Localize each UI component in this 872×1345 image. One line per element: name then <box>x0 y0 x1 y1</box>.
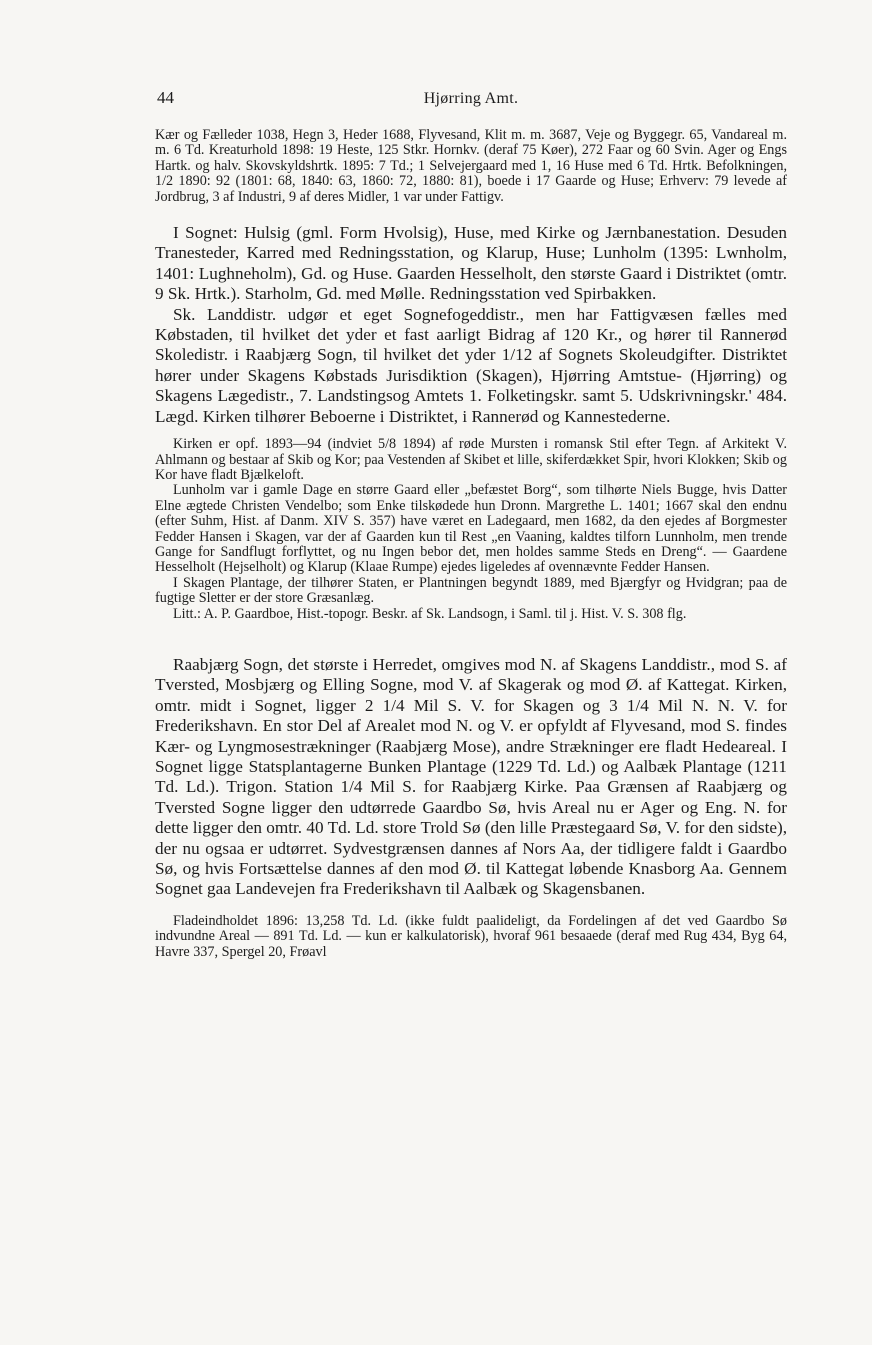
page-header <box>155 88 787 114</box>
note-literature: Litt.: A. P. Gaardboe, Hist.-topogr. Beskr. af Sk. Landsogn, i Saml. til j. Hist. V. S. 308 flg. <box>173 605 687 622</box>
page-number: 44 <box>157 88 174 107</box>
district-administration-paragraph: Sk. Landdistr. udgør et eget Sognefogeddistr., men har Fattigvæsen fælles med Købstaden, til hvilket det yder et fast aarligt Bidrag af 120 Kr., og hører til Rannerød Skoledistr. i Raabjærg Sogn, til hvilket det yder 1/12 af Sognets Skoleudgifter. Distriktet hører under Skagens Købstads Jurisdiktion (Skagen), Hjørring Amtstue- (Hjørring) og Skagens Lægedistr., 7. Landstingsog Amtets 1. Folketingskr. samt 5. Udskrivningskr.' 484. Lægd. Kirken tilhører Beboerne i Distriktet, i Rannerød og Kannestederne. <box>155 304 787 426</box>
note-lunholm: Lunholm var i gamle Dage en større Gaard eller „befæstet Borg“, som tilhørte Niels Bugge, hvis Datter Elne ægtede Christen Vendelbo; som Enke tilskødede hun Dronn. Margrethe L. 1401; 1667 skal den endnu (efter Suhm, Hist. af Danm. XIV S. 357) have været en Ladegaard, men 1682, da den ejedes af Borgmester Fedder Hansen i Skagen, var der af Gaarden kun til Rest „en Vaaning, kaldtes tilforn Lunnholm, men trende Gange for Sandflugt forflyttet, og nu Ingen bebor det, men holdes samme Steds en Dreng“. — Gaardene Hesselholt (Hejselholt) og Klarup (Klaae Rumpe) ejedes ligeledes af ovennævnte Fedder Hansen. <box>155 482 787 576</box>
area-statistics-paragraph: Fladeindholdet 1896: 13,258 Td. Ld. (ikke fuldt paalideligt, da Fordelingen af det ved Gaardbo Sø indvundne Areal — 891 Td. Ld. — kun er kalkulatorisk), hvoraf 961 besaaede (deraf med Rug 434, Byg 64, Havre 337, Spergel 20, Frøavl <box>155 912 787 960</box>
raabjaerg-parish-paragraph: Raabjærg Sogn, det største i Herredet, omgives mod N. af Skagens Landdistr., mod S. af Tversted, Mosbjærg og Elling Sogne, mod V. af Skagerak og mod Ø. af Kattegat. Kirken, omtr. midt i Sognet, ligger 2 1/4 Mil S. V. for Skagen og 3 1/4 Mil N. N. V. for Frederikshavn. En stor Del af Arealet mod N. og V. er opfyldt af Flyvesand, mod S. findes Kær- og Lyngmosestrækninger (Raabjærg Mose), andre Strækninger ere fladt Hedeareal. I Sognet ligge Statsplantagerne Bunken Plantage (1229 Td. Ld.) og Aalbæk Plantage (1211 Td. Ld.). Trigon. Station 1/4 Mil S. for Raabjærg Kirke. Paa Grænsen af Raabjærg og Tversted Sogne ligger den udtørrede Gaardbo Sø, hvis Areal nu er Ager og Eng. N. for dette ligger den omtr. 40 Td. Ld. store Trold Sø (den lille Præstegaard Sø, V. for den sidste), der nu ogsaa er udtørret. Sydvestgrænsen dannes af Nors Aa, der tidligere faldt i Gaardbo Sø, og hvis Fortsættelse dannes af den mod Ø. til Kattegat løbende Knasborg Aa. Gennem Sognet gaa Landevejen fra Frederikshavn til Aalbæk og Skagensbanen. <box>155 654 787 899</box>
parish-locations-paragraph: I Sognet: Hulsig (gml. Form Hvolsig), Huse, med Kirke og Jærnbanestation. Desuden Tranesteder, Karred med Redningsstation, og Klarup, Huse; Lunholm (1395: Lwnholm, 1401: Lughneholm), Gd. og Huse. Gaarden Hesselholt, den største Gaard i Distriktet (omtr. 9 Sk. Hrtk.). Starholm, Gd. med Mølle. Redningsstation ved Spirbakken. <box>155 223 787 304</box>
note-plantation: I Skagen Plantage, der tilhører Staten, er Plantningen begyndt 1889, med Bjærgfyr og Hvidgran; paa de fugtige Sletter er der store Græsanlæg. <box>155 574 787 607</box>
document-page <box>155 88 787 960</box>
note-church: Kirken er opf. 1893—94 (indviet 5/8 1894) af røde Mursten i romansk Stil efter Tegn. af Arkitekt V. Ahlmann og bestaar af Skib og Kor; paa Vestenden af Skibet et lille, skiferdækket Spir, hvori Klokken; Skib og Kor have fladt Bjælkeloft. <box>155 436 787 483</box>
statistics-paragraph: Kær og Fælleder 1038, Hegn 3, Heder 1688, Flyvesand, Klit m. m. 3687, Veje og Byggegr. 65, Vandareal m. m. 6 Td. Kreaturhold 1898: 19 Heste, 125 Stkr. Hornkv. (deraf 75 Køer), 272 Faar og 60 Svin. Ager og Engs Hartk. og halv. Skovskyldshrtk. 1895: 7 Td.; 1 Selvejergaard med 1, 16 Huse med 6 Td. Hrtk. Befolkningen, 1/2 1890: 92 (1801: 68, 1840: 63, 1860: 72, 1880: 81), boede i 17 Gaarde og Huse; Erhverv: 79 levede af Jordbrug, 3 af Industri, 9 af deres Midler, 1 var under Fattigv. <box>155 127 787 205</box>
running-title: Hjørring Amt. <box>423 90 519 107</box>
